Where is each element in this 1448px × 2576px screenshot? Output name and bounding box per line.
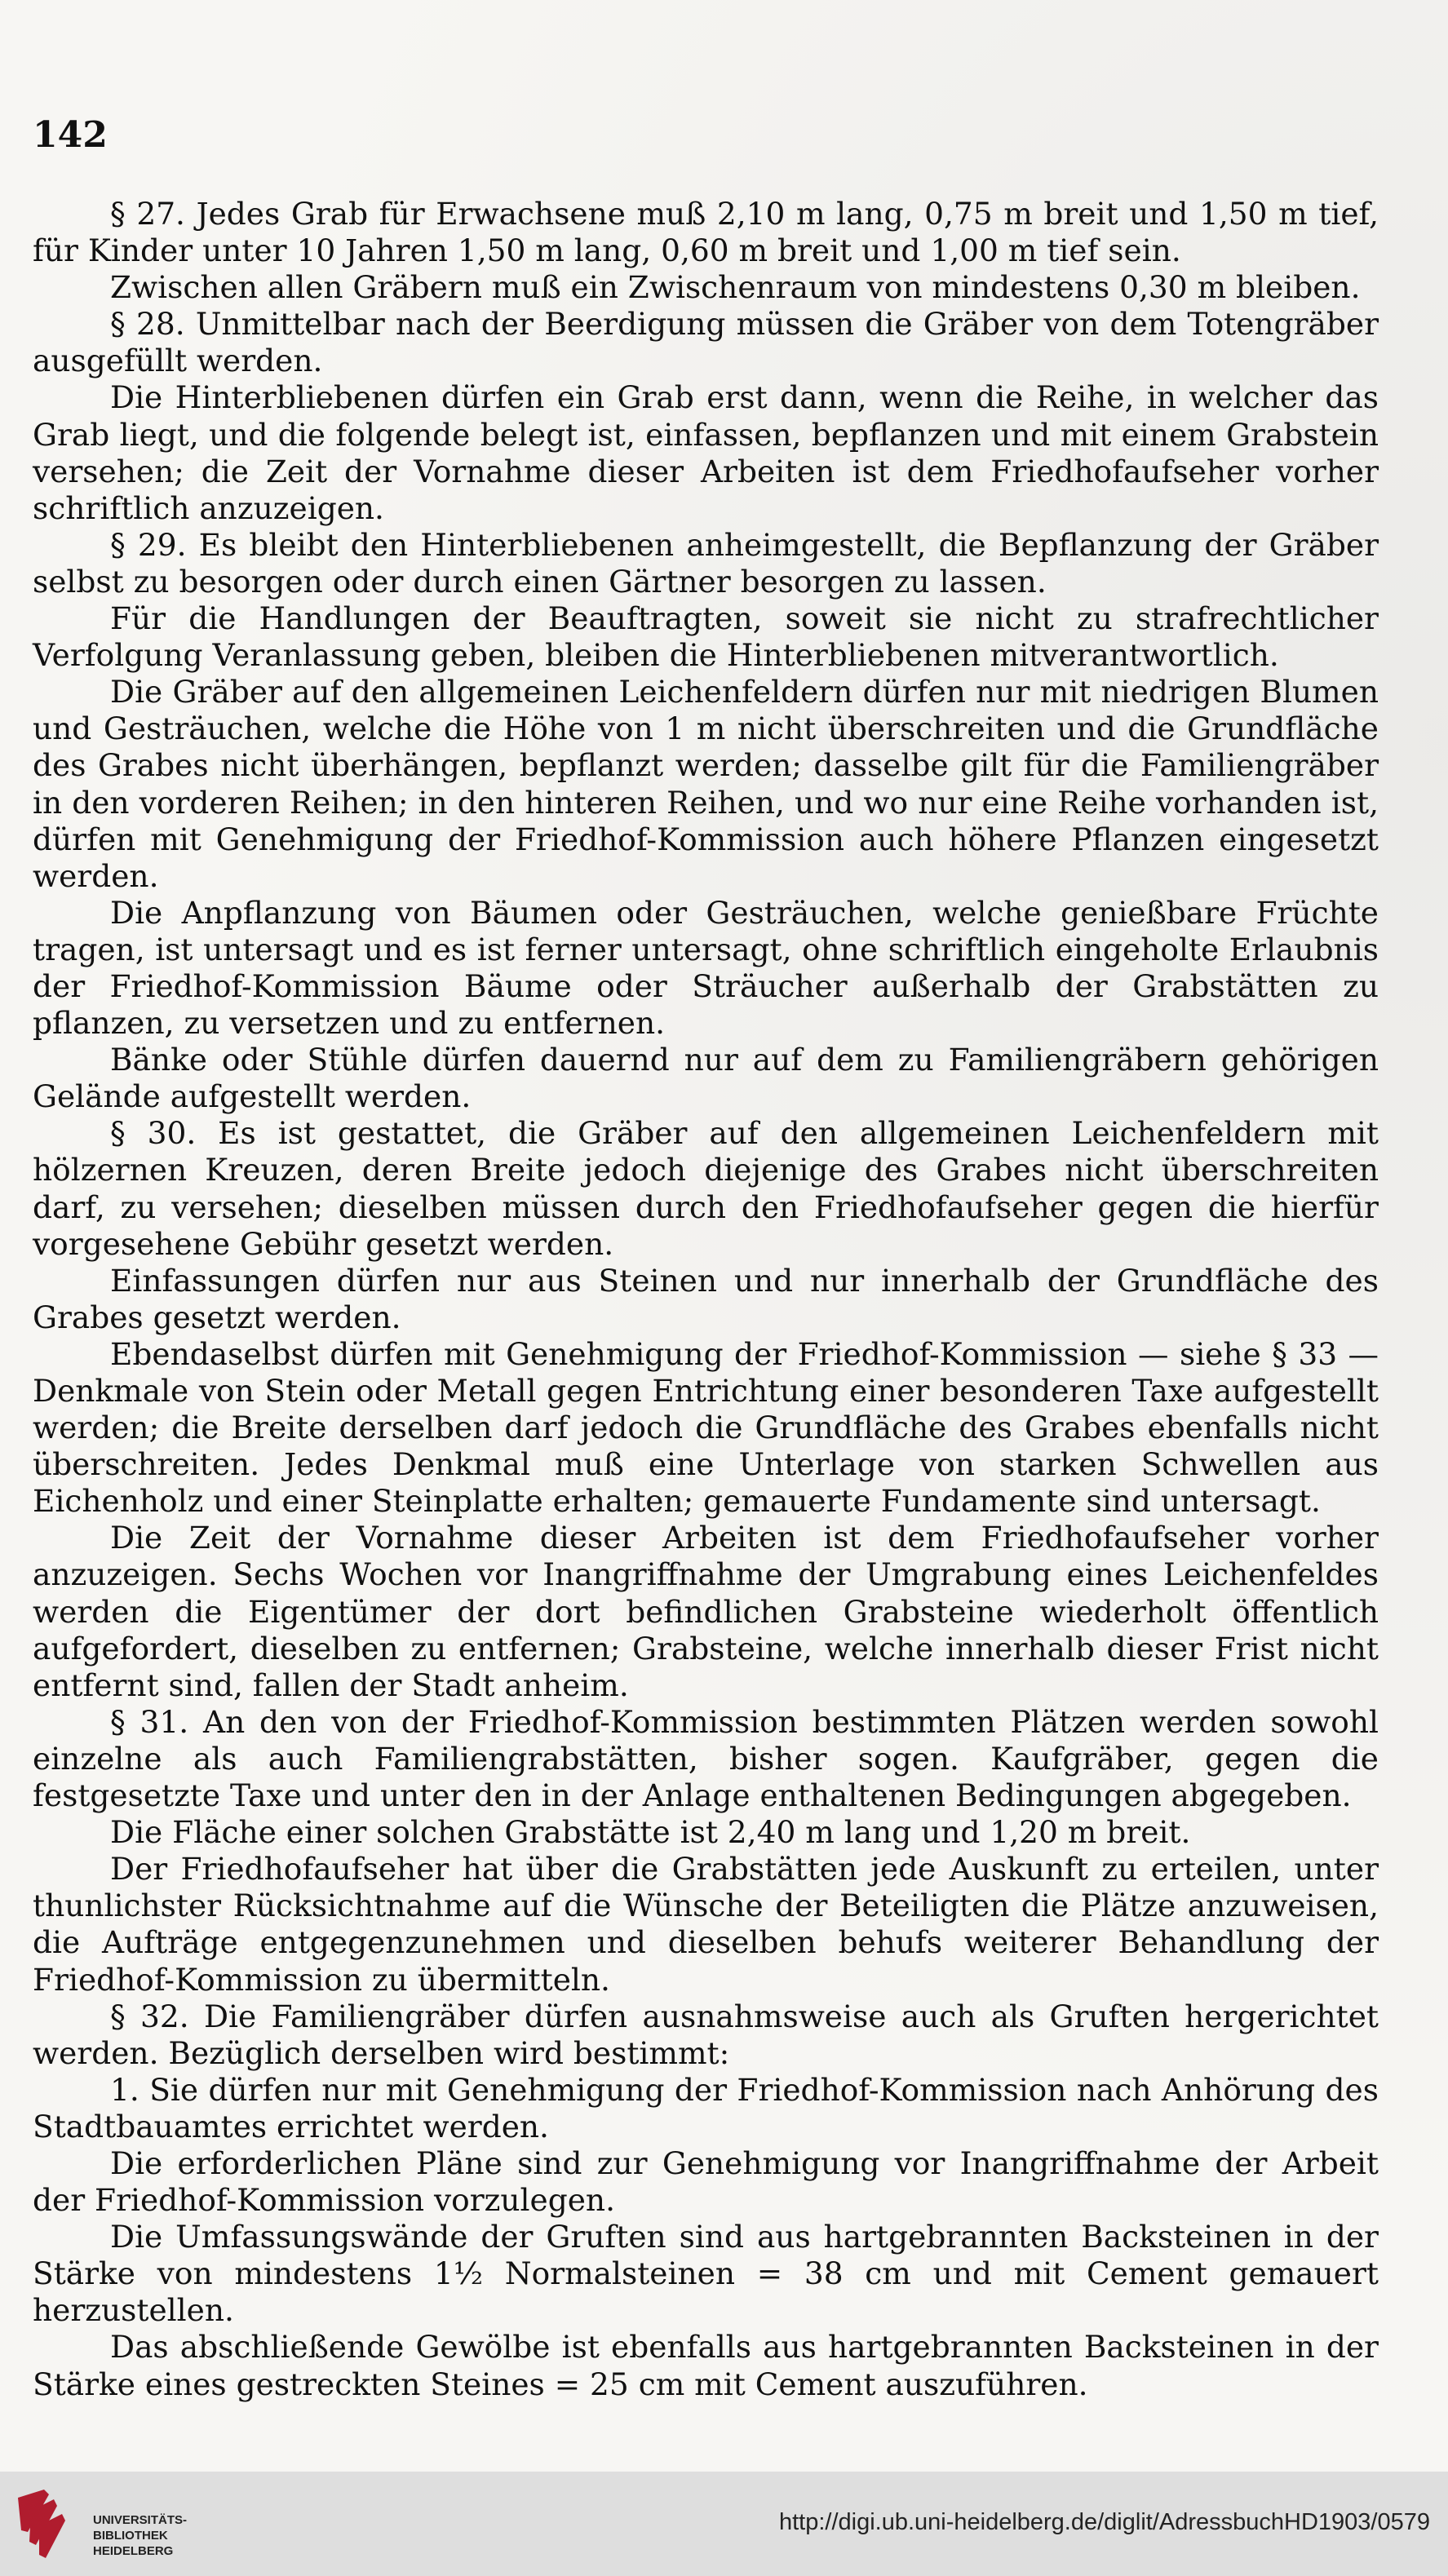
paragraph: Bänke oder Stühle dürfen dauernd nur auf dem zu Familiengräbern gehörigen Gelände aufgestellt werden. — [33, 1042, 1379, 1115]
paragraph: Die Gräber auf den allgemeinen Leichenfeldern dürfen nur mit niedrigen Blumen und Gesträuchen, welche die Höhe von 1 m nicht überschreiten und die Grundfläche des Grabes nicht überhängen, bepflanzt werden; dasselbe gilt für die Familiengräber in den vorderen Reihen; in den hinteren Reihen, und wo nur eine Reihe vorhanden ist, dürfen mit Genehmigung der Friedhof-Kommission auch höhere Pflanzen eingesetzt werden. — [33, 674, 1379, 894]
paragraph: Zwischen allen Gräbern muß ein Zwischenraum von mindestens 0,30 m bleiben. — [110, 269, 1361, 306]
paragraph: Die Umfassungswände der Gruften sind aus hartgebrannten Backsteinen in der Stärke von mindestens 1½ Normalsteinen = 38 cm und mit Cement gemauert herzustellen. — [33, 2219, 1379, 2329]
paragraph: 1. Sie dürfen nur mit Genehmigung der Friedhof-Kommission nach Anhörung des Stadtbauamtes errichtet werden. — [33, 2071, 1379, 2144]
document-text — [33, 196, 1379, 2403]
university-library-logo — [11, 2483, 188, 2565]
logo-line: BIBLIOTHEK — [93, 2529, 168, 2543]
paragraph: Der Friedhofaufseher hat über die Grabstätten jede Auskunft zu erteilen, unter thunlichster Rücksichtnahme auf die Wünsche der Beteiligten die Plätze anzuweisen, die Aufträge entgegenzunehmen und dieselben behufs weiterer Behandlung der Friedhof-Kommission zu übermitteln. — [33, 1851, 1379, 1998]
paragraph: § 28. Unmittelbar nach der Beerdigung müssen die Gräber von dem Totengräber ausgefüllt werden. — [33, 306, 1379, 379]
paragraph: Für die Handlungen der Beauftragten, soweit sie nicht zu strafrechtlicher Verfolgung Veranlassung geben, bleiben die Hinterbliebenen mitverantwortlich. — [33, 600, 1379, 674]
paragraph: Die Anpflanzung von Bäumen oder Gesträuchen, welche genießbare Früchte tragen, ist untersagt und es ist ferner untersagt, ohne schriftlich eingeholte Erlaubnis der Friedhof-Kommission Bäume oder Sträucher außerhalb der Grabstätten zu pflanzen, zu versetzen und zu entfernen. — [33, 894, 1379, 1042]
library-seal-icon — [11, 2483, 77, 2565]
paragraph: Die Hinterbliebenen dürfen ein Grab erst dann, wenn die Reihe, in welcher das Grab liegt, und die folgende belegt ist, einfassen, bepflanzen und mit einem Grabstein versehen; die Zeit der Vornahme dieser Arbeiten ist dem Friedhofaufseher vorher schriftlich anzuzeigen. — [33, 379, 1379, 526]
paragraph: § 31. An den von der Friedhof-Kommission bestimmten Plätzen werden sowohl einzelne als auch Familiengrabstätten, bisher sogen. Kaufgräber, gegen die festgesetzte Taxe und unter den in der Anlage enthaltenen Bedingungen abgegeben. — [33, 1703, 1379, 1814]
paragraph: Ebendaselbst dürfen mit Genehmigung der Friedhof-Kommission — siehe § 33 — Denkmale von Stein oder Metall gegen Entrichtung einer besonderen Taxe aufgestellt werden; die Breite derselben darf jedoch die Grundfläche des Grabes ebenfalls nicht überschreiten. Jedes Denkmal muß eine Unterlage von starken Schwellen aus Eichenholz und einer Steinplatte erhalten; gemauerte Fundamente sind untersagt. — [33, 1335, 1379, 1520]
paragraph: § 32. Die Familiengräber dürfen ausnahmsweise auch als Gruften hergerichtet werden. Bezüglich derselben wird bestimmt: — [33, 1998, 1379, 2071]
library-footer — [0, 2472, 1448, 2576]
logo-text — [93, 2512, 187, 2559]
paragraph: Die Zeit der Vornahme dieser Arbeiten ist dem Friedhofaufseher vorher anzuzeigen. Sechs Wochen vor Inangriffnahme der Umgrabung eines Leichenfeldes werden die Eigentümer der dort befindlichen Grabsteine wiederholt öffentlich aufgefordert, dieselben zu entfernen; Grabsteine, welche innerhalb dieser Frist nicht entfernt sind, fallen der Stadt anheim. — [33, 1520, 1379, 1703]
source-url-link[interactable]: http://digi.ub.uni-heidelberg.de/diglit/AdressbuchHD1903/0579 — [778, 2509, 1430, 2535]
page-number: 142 — [33, 114, 108, 156]
paragraph: § 27. Jedes Grab für Erwachsene muß 2,10 m lang, 0,75 m breit und 1,50 m tief, für Kinder unter 10 Jahren 1,50 m lang, 0,60 m breit und 1,00 m tief sein. — [33, 196, 1379, 269]
paragraph: § 29. Es bleibt den Hinterbliebenen anheimgestellt, die Bepflanzung der Gräber selbst zu besorgen oder durch einen Gärtner besorgen zu lassen. — [33, 526, 1379, 600]
paragraph: Einfassungen dürfen nur aus Steinen und nur innerhalb der Grundfläche des Grabes gesetzt werden. — [33, 1262, 1379, 1335]
paragraph: § 30. Es ist gestattet, die Gräber auf den allgemeinen Leichenfeldern mit hölzernen Kreuzen, deren Breite jedoch diejenige des Grabes nicht überschreiten darf, zu versehen; dieselben müssen durch den Friedhofaufseher gegen die hierfür vorgesehene Gebühr gesetzt werden. — [33, 1115, 1379, 1262]
paragraph: Die Fläche einer solchen Grabstätte ist 2,40 m lang und 1,20 m breit. — [110, 1814, 1191, 1851]
paragraph: Die erforderlichen Pläne sind zur Genehmigung vor Inangriffnahme der Arbeit der Friedhof-Kommission vorzulegen. — [33, 2144, 1379, 2219]
logo-line: HEIDELBERG — [93, 2544, 174, 2558]
paragraph: Das abschließende Gewölbe ist ebenfalls aus hartgebrannten Backsteinen in der Stärke eines gestreckten Steines = 25 cm mit Cement auszuführen. — [33, 2329, 1379, 2402]
logo-line: UNIVERSITÄTS- — [93, 2513, 188, 2527]
